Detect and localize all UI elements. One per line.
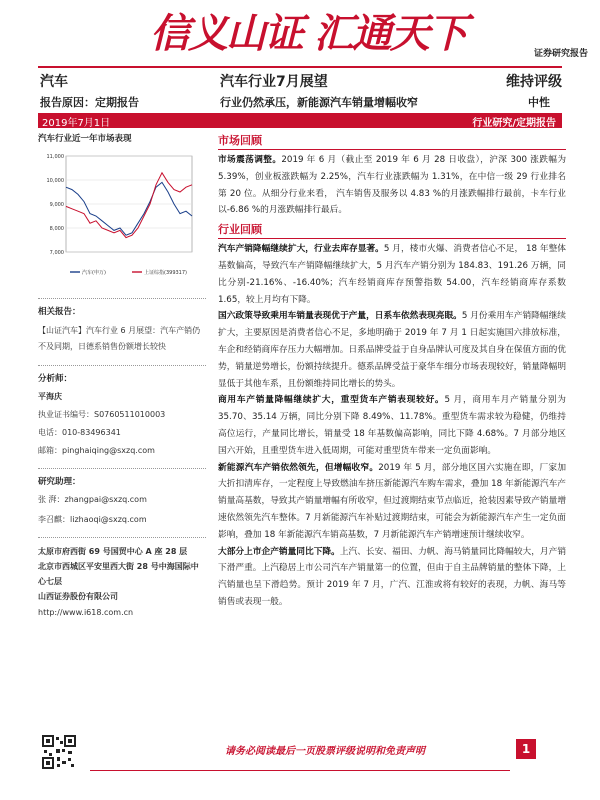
- qr-code-icon: [42, 735, 76, 769]
- paragraph-lead: 汽车产销降幅继续扩大，行业去库存显著。: [218, 244, 384, 255]
- paragraph-lead: 新能源汽车产销依然领先，但增幅收窄。: [218, 462, 379, 473]
- paragraph-text: 上汽、长安、福田、力帆、海马销量同比降幅较大，月产销下滑严重。上汽稳居上市公司汽车产销量第一的位置，但由于自主品牌销量的整体下降，上汽销量也呈下滑趋势。预计 2019 年 7 月，广汽、江淮或将有较好的表现，力帆、海马等销售或表现一般。: [218, 546, 567, 607]
- chart-title: 汽车行业近一年市场表现: [38, 134, 132, 144]
- paragraph-text: 5 月，商用车月产销量分别为 35.70、35.14 万辆，同比分别下降 8.49%、11.78%。重型货车需求较为稳健，仍维持高位运行，产量同比增长，销量受 18 年基数偏高影响，同比下降 4.68%。7 月部分地区国六开始，且重型货车进入低周期，可能对重型货车带来一定负面影响。: [218, 395, 566, 456]
- y-tick-label: 10,000: [46, 178, 64, 184]
- chart-svg: [38, 148, 198, 288]
- company-name: 山西证券股份有限公司: [38, 592, 118, 601]
- analyst-phone: 电话：010-83496341: [38, 428, 121, 437]
- paragraph-lead: 大部分上市企产销量同比下降。: [218, 546, 340, 557]
- divider: [38, 365, 206, 366]
- paragraph-text: 5 月，楼市火爆、消费者信心不足， 18 年整体基数偏高，导致汽车产销降幅继续扩大，5 月汽车产销分别为 184.83、191.26 万辆，同比分别-21.16%、-16.40%；汽车经销商库存预警指数 54.00，汽车经销商库存系数 1.65，较上月均有下降。: [218, 244, 566, 305]
- analyst-name: 平海庆: [38, 392, 62, 401]
- analyst-email[interactable]: 邮箱：pinghaiqing@sxzq.com: [38, 446, 155, 455]
- report-reason: 报告原因：定期报告: [40, 96, 139, 109]
- paragraph: [218, 241, 566, 308]
- header-row-main: [38, 66, 562, 88]
- footer-rule: [90, 770, 510, 771]
- analyst-cert: 执业证书编号：S0760511010003: [38, 410, 166, 419]
- brand-slogan: 信义山证 汇通天下: [150, 10, 466, 57]
- industry-name: 汽车: [40, 74, 68, 90]
- sidebar: [38, 132, 206, 620]
- series-line-0: [66, 182, 192, 235]
- report-title: 汽车行业7月展望: [220, 74, 328, 90]
- paragraph: [218, 544, 566, 611]
- company-website[interactable]: http://www.i618.com.cn: [38, 608, 134, 617]
- divider: [38, 537, 206, 538]
- office-address: 太原市府西街 69 号国贸中心 A 座 28 层: [38, 547, 188, 556]
- paragraph-lead: 国六政策导致乘用车销量表现优于产量，日系车依然表现亮眼。: [218, 311, 462, 322]
- date-bar: [38, 113, 562, 128]
- related-reports-label: 相关报告：: [38, 307, 81, 317]
- y-tick-label: 7,000: [49, 250, 64, 256]
- market-chart: [38, 148, 198, 288]
- legend-label: 上证综指(399317): [144, 270, 187, 276]
- report-subtitle: 行业仍然承压，新能源汽车销量增幅收窄: [220, 96, 418, 109]
- paragraph: [218, 460, 566, 544]
- page-number: 1: [516, 739, 536, 759]
- header-row-sub: [38, 91, 562, 113]
- paragraph: [218, 308, 566, 392]
- paragraph-text: 5 月份乘用车产销降幅继续扩大，主要原因是消费者信心不足，多地明确于 2019 年 7 月 1 日起实施国六排放标准，车企和经销商库存压力大幅增加。日系品牌受益于自身品牌认可度及其自身在保值方面的优势，销量逆势增长，份额持续提升。德系品牌受益于豪华车细分市场表现较好，销量降幅明显低于其他车系，且份额维持同比增长的势头。: [218, 311, 566, 389]
- divider: [38, 298, 206, 299]
- report-category: 行业研究/定期报告: [472, 118, 556, 129]
- assistant-contact[interactable]: 李召麒：lizhaoqi@sxzq.com: [38, 515, 147, 524]
- header-banner: [0, 0, 600, 66]
- assistant-contact[interactable]: 张 湃：zhangpai@sxzq.com: [38, 495, 147, 504]
- assistant-label: 研究助理：: [38, 477, 81, 487]
- section-title-market-review: 市场回顾: [218, 132, 566, 150]
- disclaimer-note: 请务必阅读最后一页股票评级说明和免责声明: [225, 746, 425, 757]
- section-title-industry-review: 行业回顾: [218, 221, 566, 239]
- paragraph-lead: 商用车产销量降幅继续扩大，重型货车产销表现较好。: [218, 395, 445, 406]
- rating-value: 中性: [528, 96, 550, 109]
- report-type-tag: 证券研究报告: [533, 49, 588, 59]
- paragraph: [218, 392, 566, 459]
- divider: [38, 468, 206, 469]
- related-report[interactable]: 【山证汽车】汽车行业 6 月展望：汽车产销仍不及同期，日德系销售份额增长较快: [38, 326, 201, 351]
- analyst-label: 分析师：: [38, 374, 73, 384]
- rating-label: 维持评级: [506, 74, 562, 90]
- paragraph: [218, 152, 566, 219]
- main-content: [218, 132, 566, 611]
- paragraph-lead: 市场震荡调整。: [218, 155, 282, 165]
- report-date: 2019年7月1日: [42, 118, 111, 129]
- paragraph-text: 2019 年 6 月（截止至 2019 年 6 月 28 日收盘），沪深 300 涨跌幅为 5.39%，创业板涨跌幅为 2.25%，汽车行业涨跌幅为 1.31%，在中信一级 29 行业排名第 20 位。从细分行业来看， 汽车销售及服务以 4.83 %的月涨跌幅排行最前，卡车行业以-6.86 %的月涨跌幅排行最后。: [218, 155, 567, 216]
- y-tick-label: 11,000: [46, 154, 64, 160]
- y-tick-label: 8,000: [49, 226, 64, 232]
- office-address: 北京市西城区平安里西大街 28 号中海国际中心七层: [38, 562, 199, 586]
- paragraph-text: 2019 年 5 月，部分地区国六实施在即，厂家加大折扣清库存，一定程度上导致燃油车挤压新能源汽车购车需求，叠加 18 年新能源汽车产销量高基数，导致其产销量增幅有所收窄，但过渡期结束节点临近，抢装因素导致产销量增速依然领先汽车整体。7 月新能源汽车补贴过渡期结束，可能会为新能源汽车产生一定负面影响，叠加 18 年新能源汽车销高基数，7 月新能源汽车产销增速预计继续收窄。: [218, 462, 567, 540]
- legend-label: 汽车(申万): [82, 270, 106, 276]
- y-tick-label: 9,000: [49, 202, 64, 208]
